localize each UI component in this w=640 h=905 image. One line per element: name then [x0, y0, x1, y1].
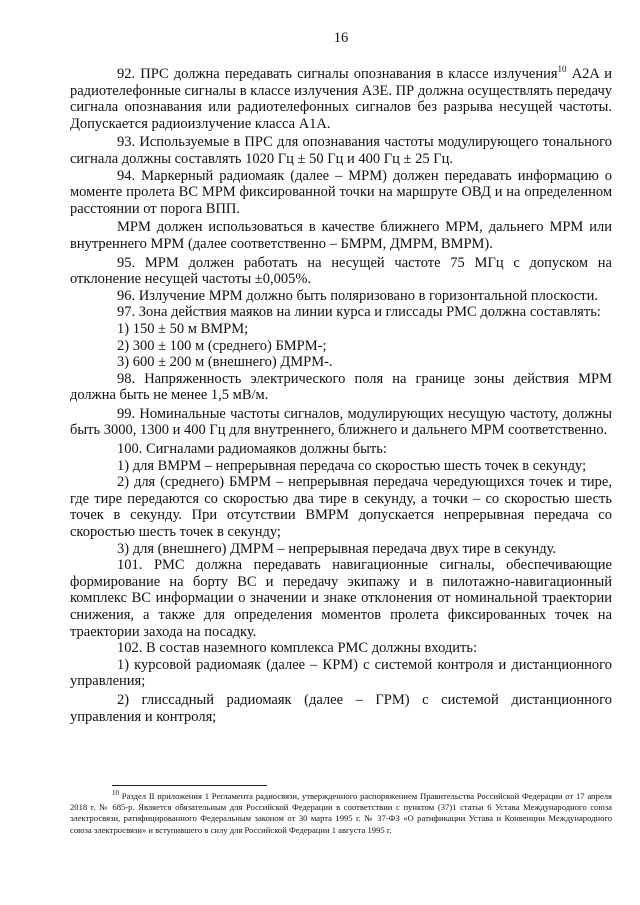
- paragraph-mrm-types: МРМ должен использоваться в качестве ближнего МРМ, дальнего МРМ или внутреннего МРМ (далее соответственно – БМРМ, ДМРМ, ВМРМ).: [70, 219, 612, 252]
- document-body: [70, 66, 612, 725]
- footnote-ref[interactable]: 10: [557, 64, 567, 75]
- page-number: 16: [333, 30, 349, 46]
- list-item-100-3: 3) для (внешнего) ДМРМ – непрерывная передача двух тире в секунду.: [117, 540, 557, 557]
- footnote-text: Раздел II приложения 1 Регламента радиосвязи, утвержденного распоряжением Правительства Российской Федерации от 17 апреля 2018 г. № 685-р. Является обязательным для Российской Федерации в соответствии с пунктом (37)1 статьи 6 Устава Международного союза электросвязи, ратифицированного Федеральным законом от 30 марта 1995 г. № 37-ФЗ «О ратификации Устава и Конвенции Международного союза электросвязи» и вступившего в силу для Российской Федерации 1 августа 1995 г.: [70, 791, 612, 835]
- list-item-100-1: 1) для ВМРМ – непрерывная передача со скоростью шесть точек в секунду;: [117, 457, 587, 474]
- paragraph-102: 102. В состав наземного комплекса РМС должны входить:: [117, 640, 478, 657]
- footnotes: [70, 785, 612, 836]
- footnote-divider: [112, 785, 267, 786]
- paragraph-101: 101. РМС должна передавать навигационные сигналы, обеспечивающие формирование на борту ВС и передачу экипажу и в пилотажно-навигационный комплекс ВС информации о значении и знаке отклонения от номинальной траектории снижения, а также для определения моментов пролета фиксированных точек на траектории захода на посадку.: [70, 557, 612, 640]
- paragraph-98: 98. Напряженность электрического поля на границе зоны действия МРМ должна быть не менее 1,5 мВ/м.: [70, 370, 612, 404]
- paragraph-96: 96. Излучение МРМ должно быть поляризовано в горизонтальной плоскости.: [117, 287, 598, 304]
- paragraph-93: 93. Используемые в ПРС для опознавания частоты модулирующего тонального сигнала должны составлять 1020 Гц ± 50 Гц и 400 Гц ± 25 Гц.: [70, 134, 612, 167]
- list-item-100-2: 2) для (среднего) БМРМ – непрерывная передача чередующихся точек и тире, где тире передаются со скоростью два тире в секунду, а точки – со скоростью шесть точек в секунду. При отсутствии ВМРМ допускается непрерывная передача со скоростью шесть точек в секунду;: [70, 474, 612, 541]
- footnote-number: 10: [112, 789, 119, 798]
- list-item-102-1: 1) курсовой радиомаяк (далее – КРМ) с системой контроля и дистанционного управления;: [70, 656, 612, 690]
- paragraph-94: 94. Маркерный радиомаяк (далее – МРМ) должен передавать информацию о моменте пролета ВС МРМ фиксированной точки на маршруте ОВД и на определенном расстоянии от порога ВПП.: [70, 167, 612, 217]
- footnote-10: [70, 791, 612, 836]
- list-item-102-2: 2) глиссадный радиомаяк (далее – ГРМ) с системой дистанционного управления и контроля;: [70, 691, 612, 725]
- list-item-97-1: 1) 150 ± 50 м ВМРМ;: [117, 320, 249, 337]
- paragraph-97: 97. Зона действия маяков на линии курса и глиссады РМС должна составлять:: [117, 304, 601, 321]
- list-item-97-3: 3) 600 ± 200 м (внешнего) ДМРМ-.: [117, 354, 333, 371]
- paragraph-95: 95. МРМ должен работать на несущей частоте 75 МГц с допуском на отклонение несущей частоты ±0,005%.: [70, 254, 612, 288]
- paragraph-99: 99. Номинальные частоты сигналов, модулирующих несущую частоту, должны быть 3000, 1300 и 400 Гц для внутреннего, ближнего и дальнего МРМ соответственно.: [70, 405, 612, 439]
- list-item-97-2: 2) 300 ± 100 м (среднего) БМРМ-;: [117, 337, 327, 354]
- paragraph-100: 100. Сигналами радиомаяков должны быть:: [117, 441, 387, 458]
- paragraph-92: 92. ПРС должна передавать сигналы опознавания в классе излучения$^{10}$ A2A и радиотелефонные сигналы в классе излучения A3E. ПР должна осуществлять передачу сигнала опознавания или радиотелефонных сигналов без разрыва несущей частоты. Допускается радиоизлучение класса A1A.: [70, 64, 612, 132]
